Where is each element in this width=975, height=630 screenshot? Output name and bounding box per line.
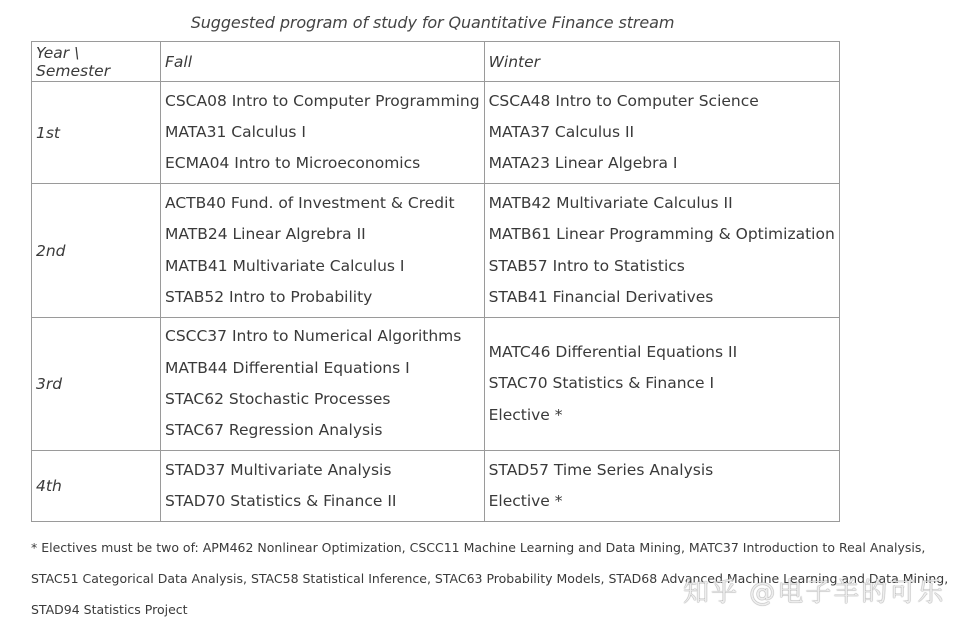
course: MATB41 Multivariate Calculus I: [165, 256, 405, 275]
course: STAC67 Regression Analysis: [165, 421, 383, 440]
zhihu-watermark: 知乎 @电子羊的可乐: [683, 578, 946, 608]
course: ACTB40 Fund. of Investment & Credit: [165, 193, 455, 212]
course: MATA31 Calculus I: [165, 122, 306, 141]
course: CSCA08 Intro to Computer Programming: [165, 91, 480, 110]
course: STAB41 Financial Derivatives: [488, 287, 714, 306]
course: CSCA48 Intro to Computer Science: [488, 91, 759, 110]
header-year-semester: Year \ Semester: [32, 42, 161, 82]
year-cell: 2nd: [32, 184, 161, 318]
header-winter: Winter: [484, 42, 839, 82]
course: Elective *: [488, 492, 563, 510]
table-row: [32, 451, 840, 522]
course: CSCC37 Intro to Numerical Algorithms: [165, 327, 462, 346]
course: STAD37 Multivariate Analysis: [165, 460, 392, 479]
course: Elective *: [488, 405, 563, 424]
course: STAD57 Time Series Analysis: [488, 460, 714, 479]
table-row: [32, 318, 840, 451]
winter-cell: [484, 82, 839, 184]
year-cell: 4th: [32, 451, 161, 522]
course: ECMA04 Intro to Microeconomics: [165, 154, 421, 173]
header-fall: Fall: [161, 42, 485, 82]
course: MATB44 Differential Equations I: [165, 358, 410, 377]
year-cell: 3rd: [32, 318, 161, 451]
winter-cell: [484, 451, 839, 522]
fall-cell: [161, 184, 485, 318]
program-table: [31, 41, 840, 522]
electives-footnote: * Electives must be two of: APM462 Nonlinear Optimization, CSCC11 Machine Learning and Data Mining, MATC37 Introduction to Real Analysis, STAC51 Categorical Data Analysis, STAC58 Statistical Inference, STAC63 Probability Models, STAD68 Advanced Machine Learning and Data Mining, STAD94 Statistics Project: [31, 540, 949, 617]
table-row: [32, 184, 840, 318]
course: MATB42 Multivariate Calculus II: [488, 193, 733, 212]
course: STAC62 Stochastic Processes: [165, 390, 391, 408]
winter-cell: [484, 318, 839, 451]
course: MATC46 Differential Equations II: [488, 343, 738, 362]
fall-cell: [161, 318, 485, 451]
course: STAB57 Intro to Statistics: [488, 256, 685, 275]
course: STAD70 Statistics & Finance II: [165, 492, 397, 510]
course: MATB24 Linear Algrebra II: [165, 225, 366, 244]
winter-cell: [484, 184, 839, 318]
course: STAB52 Intro to Probability: [165, 287, 373, 306]
table-caption: Suggested program of study for Quantitative Finance stream: [190, 13, 675, 32]
fall-cell: [161, 82, 485, 184]
course: STAC70 Statistics & Finance I: [488, 374, 715, 393]
year-cell: 1st: [32, 82, 161, 184]
course: MATA37 Calculus II: [488, 122, 635, 141]
table-row: [32, 82, 840, 184]
fall-cell: [161, 451, 485, 522]
course: MATB61 Linear Programming & Optimization: [488, 225, 835, 244]
header-row: [32, 42, 840, 82]
course: MATA23 Linear Algebra I: [488, 154, 678, 173]
